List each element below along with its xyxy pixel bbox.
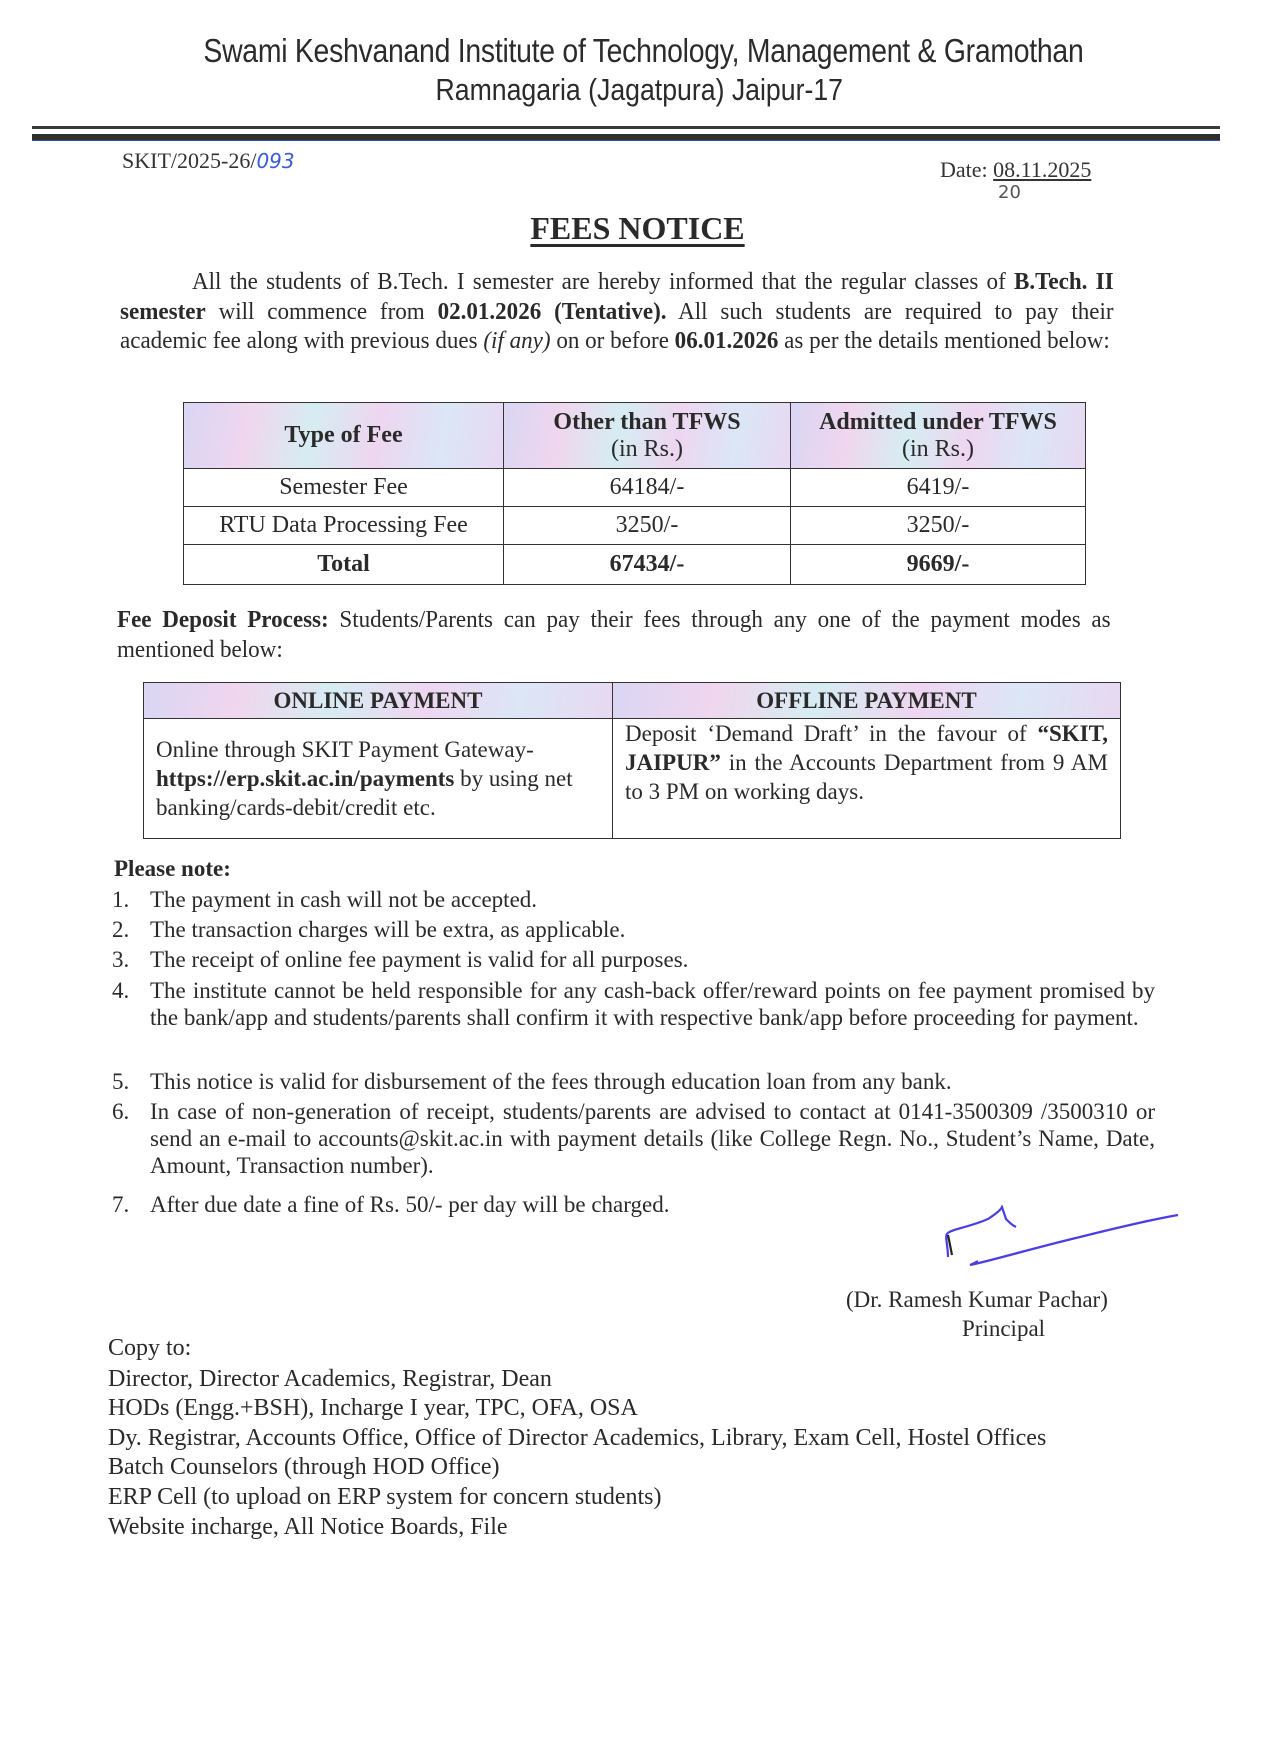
payment-gateway-link[interactable]: https://erp.skit.ac.in/payments (156, 766, 455, 791)
notice-title: FEES NOTICE (530, 210, 745, 246)
deposit-process-paragraph: Fee Deposit Process: Students/Parents can pay their fees through any one of the payment modes as mentioned below: (117, 607, 1111, 663)
date-handwritten-annotation: 20 (998, 182, 1021, 203)
reference-prefix: SKIT/2025-26/ (122, 148, 257, 173)
reference-number (122, 148, 295, 174)
copy-to-line: Director, Director Academics, Registrar, Dean (108, 1366, 552, 1392)
copy-to-line: HODs (Engg.+BSH), Incharge I year, TPC, OFA, OSA (108, 1395, 638, 1421)
fee-table-row (184, 507, 1086, 545)
signatory-name: (Dr. Ramesh Kumar Pachar) (846, 1287, 1108, 1312)
intro-paragraph: All the students of B.Tech. I semester are hereby informed that the regular classes of B.Tech. II semester will commence from 02.01.2026 (Tentative). All such students are required to pay their academic fee along with previous dues (if any) on or before 06.01.2026 as per the details mentioned below: (120, 269, 1114, 354)
header-other-than-tfws: Other than TFWS (in Rs.) (504, 403, 791, 469)
offline-payment-cell: Deposit ‘Demand Draft’ in the favour of “SKIT, JAIPUR” in the Accounts Department from 9 AM to 3 PM on working days. (613, 719, 1121, 839)
notes-heading: Please note: (114, 856, 231, 881)
copy-to-heading: Copy to: (108, 1335, 192, 1361)
copy-to-line: Batch Counselors (through HOD Office) (108, 1454, 500, 1480)
fee-total-label: Total (184, 545, 504, 585)
institute-address: Ramnagaria (Jagatpura) Jaipur-17 (435, 72, 844, 107)
fee-total-other: 67434/- (504, 545, 791, 585)
fee-tfws-cell: 3250/- (791, 507, 1086, 545)
fee-tfws-cell: 6419/- (791, 469, 1086, 507)
header-rule-thin (32, 126, 1220, 129)
fee-type-cell: Semester Fee (184, 469, 504, 507)
copy-to-line: Dy. Registrar, Accounts Office, Office of Director Academics, Library, Exam Cell, Hostel Offices (108, 1425, 1047, 1451)
payment-table-header-row (144, 683, 1121, 719)
copy-to-line: Website incharge, All Notice Boards, File (108, 1514, 508, 1540)
fee-type-cell: RTU Data Processing Fee (184, 507, 504, 545)
header-online-payment: ONLINE PAYMENT (144, 683, 613, 719)
online-payment-cell: Online through SKIT Payment Gateway- https://erp.skit.ac.in/payments by using net banking/cards-debit/credit etc. (144, 719, 613, 839)
payment-table-row (144, 719, 1121, 839)
signature-icon (930, 1205, 1190, 1280)
fee-total-tfws: 9669/- (791, 545, 1086, 585)
header-rule-thick (32, 134, 1220, 141)
fee-table-header-row (184, 403, 1086, 469)
header-type-of-fee: Type of Fee (184, 403, 504, 469)
notice-date (940, 157, 1091, 183)
payment-modes-table (143, 682, 1121, 839)
header-offline-payment: OFFLINE PAYMENT (613, 683, 1121, 719)
date-label: Date: (940, 157, 988, 182)
signatory-designation: Principal (962, 1316, 1046, 1341)
institute-name: Swami Keshvanand Institute of Technology, Management & Gramothan (203, 32, 1084, 69)
fee-table-total-row (184, 545, 1086, 585)
fee-other-cell: 64184/- (504, 469, 791, 507)
header-admitted-under-tfws: Admitted under TFWS (in Rs.) (791, 403, 1086, 469)
date-value: 08.11.2025 (993, 157, 1092, 182)
fee-table (183, 402, 1086, 585)
reference-handwritten-number: 093 (256, 149, 295, 173)
fee-table-row (184, 469, 1086, 507)
fee-other-cell: 3250/- (504, 507, 791, 545)
copy-to-line: ERP Cell (to upload on ERP system for concern students) (108, 1484, 662, 1510)
